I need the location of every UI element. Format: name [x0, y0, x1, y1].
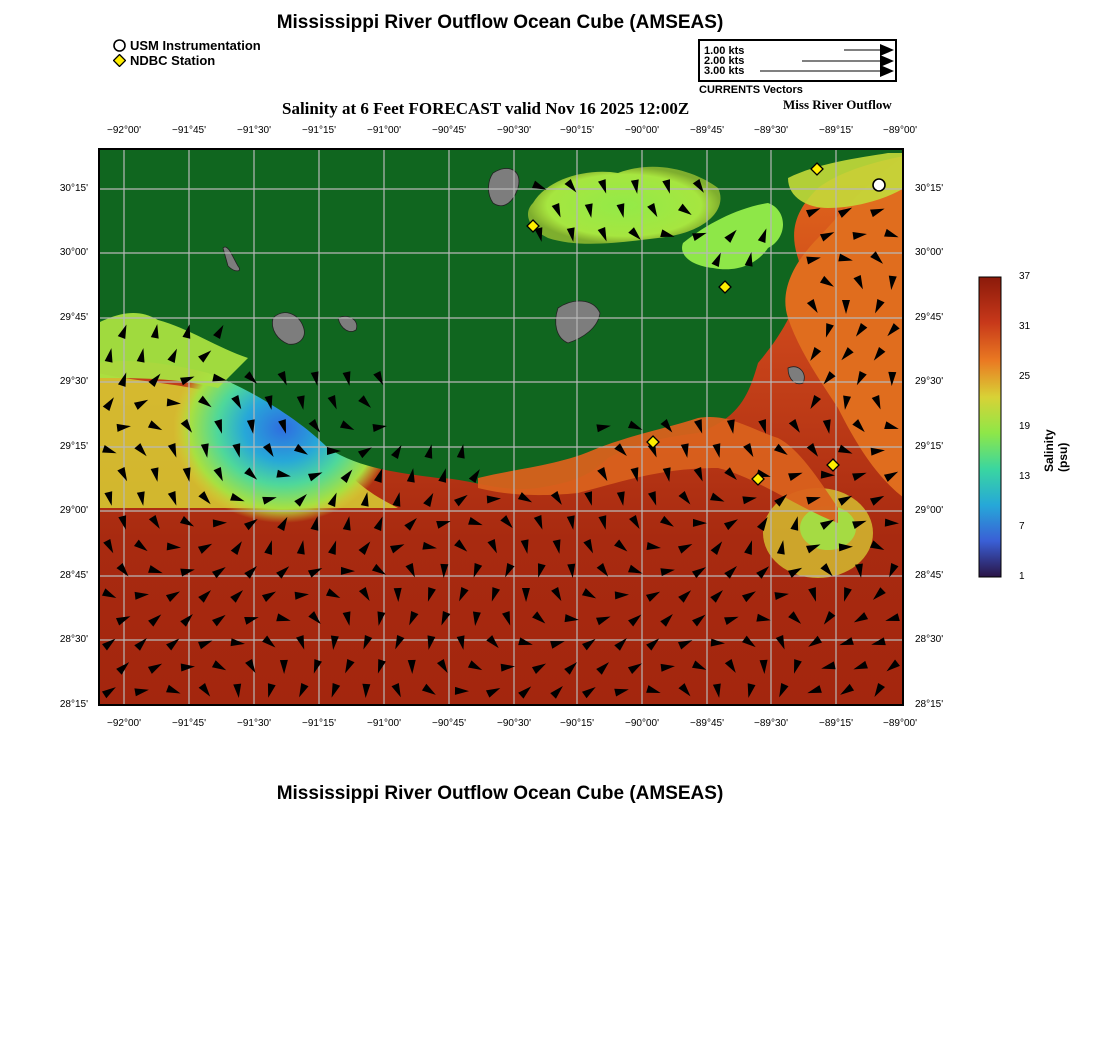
lon-tick-label: −91°00' — [367, 125, 401, 136]
lon-tick-label: −91°45' — [172, 718, 206, 729]
lon-tick-label: −91°30' — [237, 718, 271, 729]
lon-tick-label: −91°45' — [172, 125, 206, 136]
colorbar-tick-label: 7 — [1019, 521, 1025, 532]
lat-tick-label: 29°00' — [59, 505, 88, 516]
lon-tick-label: −90°00' — [625, 718, 659, 729]
lon-tick-label: −91°15' — [302, 125, 336, 136]
lon-tick-label: −91°30' — [237, 125, 271, 136]
vector-key-row-3: 3.00 kts — [704, 65, 745, 77]
colorbar-tick-label: 31 — [1019, 321, 1031, 332]
colorbar-label: Salinity (psu) — [1042, 429, 1070, 472]
lon-tick-label: −91°00' — [367, 718, 401, 729]
colorbar-tick-label: 13 — [1019, 471, 1031, 482]
lat-tick-label: 28°45' — [915, 570, 944, 581]
lon-tick-label: −92°00' — [107, 125, 141, 136]
salinity-colorbar — [978, 276, 1004, 578]
usm-circle-icon — [113, 39, 126, 52]
lon-tick-label: −89°30' — [754, 718, 788, 729]
lat-tick-label: 29°30' — [915, 376, 944, 387]
map-region-label: Miss River Outflow — [783, 97, 892, 112]
colorbar-tick-label: 25 — [1019, 371, 1031, 382]
lat-tick-label: 28°15' — [59, 699, 88, 710]
lon-tick-label: −90°30' — [497, 718, 531, 729]
vector-key-arrows — [700, 41, 895, 80]
lon-tick-label: −89°00' — [883, 125, 917, 136]
legend-usm — [113, 38, 261, 53]
colorbar-tick-label: 1 — [1019, 571, 1025, 582]
map-title-repeat: Mississippi River Outflow Ocean Cube (AMSEAS) — [276, 783, 724, 804]
lat-tick-label: 29°00' — [915, 505, 944, 516]
lon-tick-label: −89°45' — [690, 125, 724, 136]
lon-tick-label: −89°15' — [819, 718, 853, 729]
lon-tick-label: −90°15' — [560, 718, 594, 729]
lon-tick-label: −89°30' — [754, 125, 788, 136]
lon-tick-label: −90°15' — [560, 125, 594, 136]
lat-tick-label: 30°15' — [915, 183, 944, 194]
lat-tick-label: 30°15' — [59, 183, 88, 194]
lat-tick-label: 28°15' — [915, 699, 944, 710]
lon-tick-label: −89°15' — [819, 125, 853, 136]
ndbc-diamond-icon — [113, 54, 126, 67]
lat-tick-label: 28°30' — [915, 634, 944, 645]
colorbar-tick-label: 37 — [1019, 271, 1031, 282]
map-title: Mississippi River Outflow Ocean Cube (AMSEAS) — [276, 12, 724, 33]
vector-key-row-2: 2.00 kts — [704, 55, 745, 67]
lon-tick-label: −91°15' — [302, 718, 336, 729]
lat-tick-label: 29°30' — [59, 376, 88, 387]
legend-ndbc-label: NDBC Station — [130, 53, 216, 68]
lat-tick-label: 29°45' — [59, 312, 88, 323]
lat-tick-label: 29°45' — [915, 312, 944, 323]
colorbar-tick-label: 19 — [1019, 421, 1031, 432]
lon-tick-label: −90°30' — [497, 125, 531, 136]
map-subtitle: Salinity at 6 Feet FORECAST valid Nov 16 2025 12:00Z — [282, 99, 690, 118]
lat-tick-label: 28°45' — [59, 570, 88, 581]
lon-tick-label: −90°45' — [432, 125, 466, 136]
lon-tick-label: −90°00' — [625, 125, 659, 136]
usm-station-marker[interactable] — [873, 179, 885, 191]
vector-key — [698, 39, 897, 82]
legend-ndbc — [113, 53, 215, 68]
lon-tick-label: −90°45' — [432, 718, 466, 729]
lat-tick-label: 29°15' — [59, 441, 88, 452]
lat-tick-label: 29°15' — [915, 441, 944, 452]
lon-tick-label: −89°00' — [883, 718, 917, 729]
lat-tick-label: 30°00' — [59, 247, 88, 258]
salinity-map — [98, 148, 904, 706]
vector-key-row-1: 1.00 kts — [704, 45, 745, 57]
legend-usm-label: USM Instrumentation — [130, 38, 261, 53]
lon-tick-label: −89°45' — [690, 718, 724, 729]
vector-key-caption: CURRENTS Vectors — [699, 84, 803, 96]
lat-tick-label: 30°00' — [915, 247, 944, 258]
lon-tick-label: −92°00' — [107, 718, 141, 729]
lat-tick-label: 28°30' — [59, 634, 88, 645]
